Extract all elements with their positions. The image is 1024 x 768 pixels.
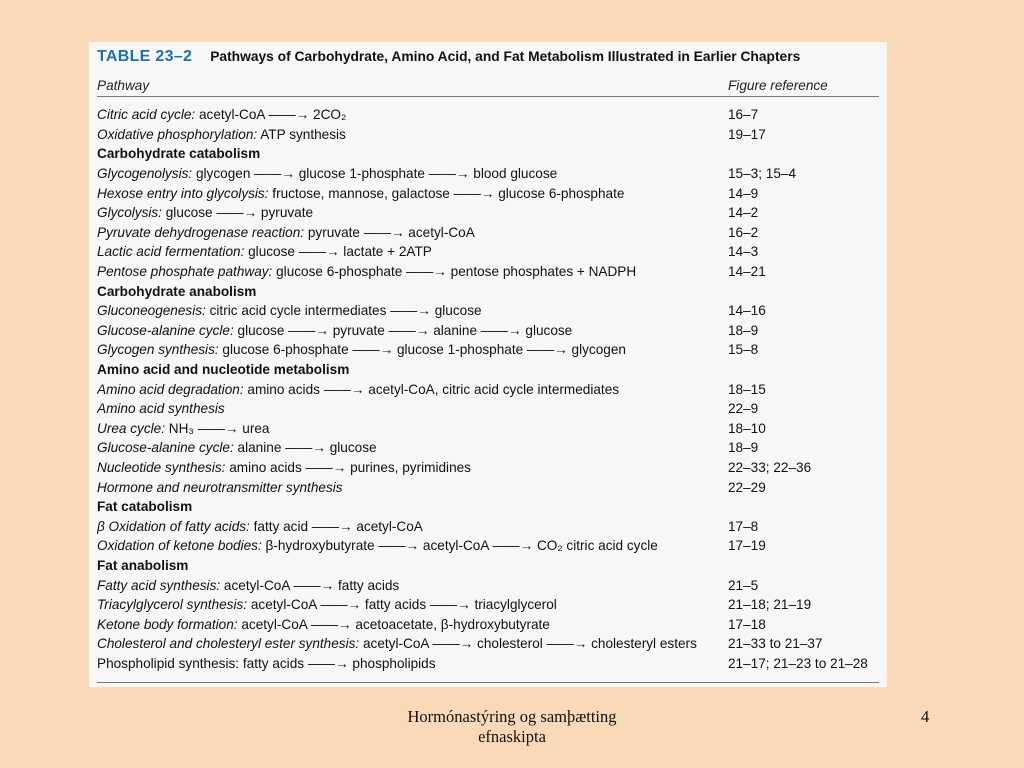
table-row <box>97 438 879 458</box>
pathway-cell <box>97 421 728 436</box>
pathway-cell <box>97 440 728 455</box>
table-section-heading <box>97 497 879 517</box>
pathway-label: Glycogenolysis: <box>97 166 193 182</box>
pathway-reaction: acetyl-CoA ——→ fatty acids <box>220 577 400 593</box>
section-heading-label: Amino acid and nucleotide metabolism <box>97 362 350 378</box>
figure-reference-cell: 16–2 <box>728 224 759 240</box>
table-row <box>97 183 879 203</box>
pathway-label: Triacylglycerol synthesis: <box>97 597 248 613</box>
pathway-cell <box>97 303 728 318</box>
table-body <box>97 105 879 673</box>
pathway-cell <box>97 127 728 142</box>
table-row <box>97 125 879 145</box>
figure-reference-cell: 19–17 <box>728 126 766 142</box>
table-row <box>97 575 879 595</box>
pathway-label: Glucose-alanine cycle: <box>97 440 234 456</box>
pathway-label: Ketone body formation: <box>97 616 238 632</box>
pathway-cell <box>97 617 728 632</box>
figure-reference-cell: 22–29 <box>728 479 766 495</box>
pathway-cell <box>97 186 728 201</box>
pathway-reaction: fatty acids ——→ phospholipids <box>239 655 436 671</box>
table-row <box>97 262 879 282</box>
pathway-cell <box>97 656 728 671</box>
figure-reference-cell: 17–19 <box>728 538 766 554</box>
figure-reference-cell: 16–7 <box>728 107 759 123</box>
pathway-cell <box>97 146 728 161</box>
pathway-cell <box>97 264 728 279</box>
pathway-cell <box>97 225 728 240</box>
table-row <box>97 242 879 262</box>
table-row <box>97 477 879 497</box>
figure-reference-cell: 21–5 <box>728 577 759 593</box>
table-section-heading <box>97 556 879 576</box>
pathway-cell <box>97 362 728 377</box>
slide-page-number: 4 <box>921 707 930 726</box>
pathway-label: β Oxidation of fatty acids: <box>97 518 250 534</box>
table-row <box>97 203 879 223</box>
section-heading-label: Fat anabolism <box>97 557 189 573</box>
table-row <box>97 105 879 125</box>
section-heading-label: Carbohydrate catabolism <box>97 146 261 162</box>
pathway-label: Amino acid synthesis <box>97 401 225 417</box>
pathway-label: Nucleotide synthesis: <box>97 459 226 475</box>
pathway-label: Gluconeogenesis: <box>97 303 206 319</box>
column-header-figure-reference: Figure reference <box>728 77 828 93</box>
pathway-cell <box>97 382 728 397</box>
pathway-reaction: alanine ——→ glucose <box>233 440 377 456</box>
pathway-reaction: acetyl-CoA ——→ acetoacetate, β-hydroxybutyrate <box>237 616 550 632</box>
pathway-cell <box>97 578 728 593</box>
footer-title-line-2: efnaskipta <box>478 727 546 746</box>
figure-reference-cell: 17–8 <box>728 518 759 534</box>
pathway-label: Citric acid cycle: <box>97 107 196 123</box>
figure-reference-cell: 15–8 <box>728 342 759 358</box>
pathway-reaction: ATP synthesis <box>257 126 346 142</box>
pathway-cell <box>97 244 728 259</box>
pathway-cell <box>97 558 728 573</box>
pathway-reaction: acetyl-CoA ——→ fatty acids ——→ triacylglycerol <box>247 597 557 613</box>
pathway-cell <box>97 538 728 553</box>
table-row <box>97 654 879 674</box>
pathway-cell <box>97 323 728 338</box>
table-row <box>97 536 879 556</box>
pathway-reaction: fructose, mannose, galactose ——→ glucose 6-phosphate <box>268 185 625 201</box>
pathway-reaction: pyruvate ——→ acetyl-CoA <box>304 224 475 240</box>
pathway-cell <box>97 460 728 475</box>
pathway-reaction: amino acids ——→ acetyl-CoA, citric acid cycle intermediates <box>243 381 620 397</box>
figure-reference-cell: 22–33; 22–36 <box>728 459 812 475</box>
pathway-reaction: glucose 6-phosphate ——→ pentose phosphates + NADPH <box>272 264 637 280</box>
table-panel <box>89 42 887 687</box>
pathway-reaction: NH₃ ——→ urea <box>165 420 270 436</box>
pathway-label: Pentose phosphate pathway: <box>97 264 273 280</box>
figure-reference-cell: 15–3; 15–4 <box>728 166 797 182</box>
pathway-cell <box>97 401 728 416</box>
table-row <box>97 379 879 399</box>
column-header-pathway: Pathway <box>97 77 150 93</box>
pathway-label: Hexose entry into glycolysis: <box>97 185 269 201</box>
pathway-reaction: citric acid cycle intermediates ——→ glucose <box>205 303 482 319</box>
pathway-label: Lactic acid fermentation: <box>97 244 245 260</box>
figure-reference-cell: 14–3 <box>728 244 759 260</box>
pathway-reaction: glucose ——→ pyruvate <box>161 205 314 221</box>
pathway-cell <box>97 205 728 220</box>
pathway-reaction: amino acids ——→ purines, pyrimidines <box>225 459 471 475</box>
table-section-heading <box>97 144 879 164</box>
pathway-label: Glycogen synthesis: <box>97 342 219 358</box>
table-row <box>97 321 879 341</box>
pathway-reaction: glucose ——→ lactate + 2ATP <box>244 244 432 260</box>
pathway-label: Glycolysis: <box>97 205 162 221</box>
pathway-label: Cholesterol and cholesteryl ester synthesis: <box>97 636 360 652</box>
figure-reference-cell: 22–9 <box>728 401 759 417</box>
pathway-cell <box>97 284 728 299</box>
table-number: TABLE 23–2 <box>97 48 193 65</box>
pathway-cell <box>97 107 728 122</box>
pathway-label: Pyruvate dehydrogenase reaction: <box>97 224 305 240</box>
table-header-row <box>97 74 879 97</box>
figure-reference-cell: 14–16 <box>728 303 766 319</box>
pathway-cell <box>97 636 728 651</box>
pathway-cell <box>97 342 728 357</box>
pathway-label: Oxidative phosphorylation: <box>97 126 258 142</box>
pathway-reaction: acetyl-CoA ——→ cholesterol ——→ cholesteryl esters <box>359 636 697 652</box>
figure-reference-cell: 18–9 <box>728 322 759 338</box>
pathway-reaction: acetyl-CoA ——→ 2CO₂ <box>195 107 347 123</box>
table-row <box>97 595 879 615</box>
figure-reference-cell: 18–9 <box>728 440 759 456</box>
pathway-cell <box>97 166 728 181</box>
pathway-label: Fatty acid synthesis: <box>97 577 221 593</box>
table-row <box>97 223 879 243</box>
table-bottom-rule <box>97 682 879 683</box>
pathway-label: Hormone and neurotransmitter synthesis <box>97 479 343 495</box>
figure-reference-cell: 14–2 <box>728 205 759 221</box>
pathway-cell <box>97 499 728 514</box>
figure-reference-cell: 21–18; 21–19 <box>728 597 812 613</box>
table-caption: Pathways of Carbohydrate, Amino Acid, and Fat Metabolism Illustrated in Earlier Chapters <box>210 49 801 64</box>
figure-reference-cell: 14–9 <box>728 185 759 201</box>
table-row <box>97 458 879 478</box>
table-row <box>97 340 879 360</box>
section-heading-label: Carbohydrate anabolism <box>97 283 257 299</box>
figure-reference-cell: 18–10 <box>728 420 766 436</box>
pathway-reaction: glucose 6-phosphate ——→ glucose 1-phosphate ——→ glycogen <box>218 342 626 358</box>
figure-reference-cell: 21–17; 21–23 to 21–28 <box>728 655 868 671</box>
figure-reference-cell: 14–21 <box>728 264 766 280</box>
pathway-reaction: glycogen ——→ glucose 1-phosphate ——→ blood glucose <box>192 166 558 182</box>
table-row <box>97 614 879 634</box>
pathway-cell <box>97 519 728 534</box>
table-row <box>97 399 879 419</box>
pathway-label: Glucose-alanine cycle: <box>97 322 234 338</box>
pathway-reaction: fatty acid ——→ acetyl-CoA <box>249 518 423 534</box>
figure-reference-cell: 18–15 <box>728 381 766 397</box>
pathway-label: Oxidation of ketone bodies: <box>97 538 262 554</box>
figure-reference-cell: 17–18 <box>728 616 766 632</box>
table-title-row <box>97 48 879 74</box>
pathway-cell <box>97 597 728 612</box>
table-section-heading <box>97 281 879 301</box>
pathway-label: Urea cycle: <box>97 420 165 436</box>
table-row <box>97 301 879 321</box>
table-section-heading <box>97 360 879 380</box>
table-row <box>97 634 879 654</box>
footer-title-line-1: Hormónastýring og samþætting <box>407 707 617 726</box>
table-row <box>97 516 879 536</box>
section-heading-label: Fat catabolism <box>97 499 193 515</box>
figure-reference-cell: 21–33 to 21–37 <box>728 636 823 652</box>
pathway-label: Amino acid degradation: <box>97 381 244 397</box>
pathway-cell <box>97 480 728 495</box>
pathway-reaction: β-hydroxybutyrate ——→ acetyl-CoA ——→ CO₂ citric acid cycle <box>261 538 658 554</box>
table-row <box>97 419 879 439</box>
table-row <box>97 164 879 184</box>
pathway-reaction: glucose ——→ pyruvate ——→ alanine ——→ glucose <box>233 322 573 338</box>
pathway-label: Phospholipid synthesis: <box>97 655 240 671</box>
slide-footer-title <box>340 707 684 747</box>
